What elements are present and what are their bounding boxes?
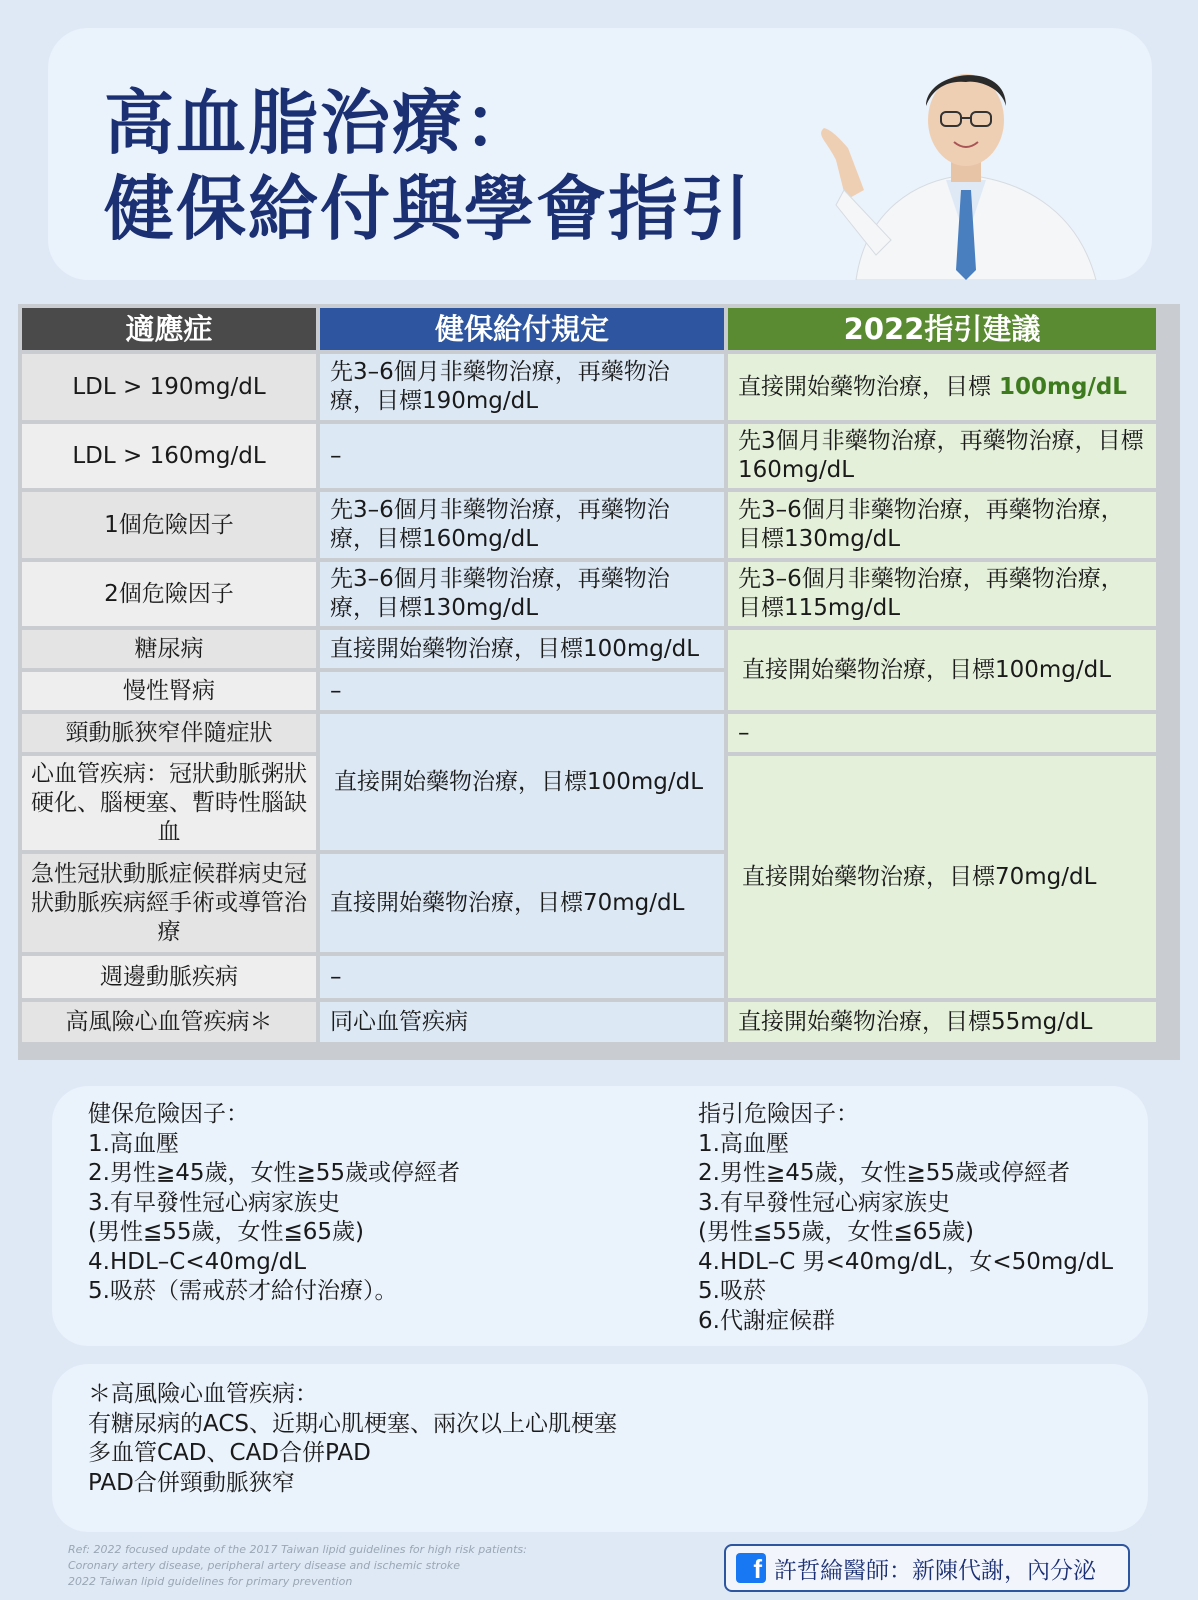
list-item: 多血管CAD、CAD合併PAD [88, 1440, 371, 1466]
title-line-2: 健保給付與學會指引 [104, 168, 752, 250]
row-indication: LDL > 190mg/dL [22, 354, 316, 420]
facebook-page-badge[interactable] [724, 1544, 1130, 1592]
row-nhi: 先3–6個月非藥物治療，再藥物治療，目標130mg/dL [320, 562, 724, 626]
list-item: 1.高血壓 [698, 1130, 789, 1157]
row-nhi: 先3–6個月非藥物治療，再藥物治療，目標190mg/dL [320, 354, 724, 420]
row-indication: 慢性腎病 [22, 672, 316, 710]
list-item: 6.代謝症候群 [698, 1307, 835, 1334]
nhi-risk-title: 健保危險因子： [88, 1101, 249, 1127]
row-indication: 高風險心血管疾病＊ [22, 1002, 316, 1042]
facebook-page-label: 許哲綸醫師：新陳代謝，內分泌 [774, 1557, 1096, 1584]
list-item: 4.HDL–C<40mg/dL [88, 1248, 307, 1275]
title-line-1: 高血脂治療： [104, 82, 536, 164]
risk-factor-notes [52, 1086, 1148, 1346]
merged-guideline-dm-ckd: 直接開始藥物治療，目標100mg/dL [728, 630, 1156, 710]
row-guideline: 先3–6個月非藥物治療，再藥物治療，目標130mg/dL [728, 492, 1156, 558]
high-risk-definition [52, 1364, 1148, 1532]
row-nhi: 直接開始藥物治療，目標70mg/dL [320, 854, 724, 952]
merged-nhi-carotid-cvd: 直接開始藥物治療，目標100mg/dL [320, 714, 724, 850]
reference-line: Ref: 2022 focused update of the 2017 Taiwan lipid guidelines for high risk patients: [68, 1543, 527, 1556]
row-indication: 急性冠狀動脈症候群病史冠狀動脈疾病經手術或導管治療 [22, 854, 316, 952]
row-nhi: 直接開始藥物治療，目標100mg/dL [320, 630, 724, 668]
row-guideline: 直接開始藥物治療，目標55mg/dL [728, 1002, 1156, 1042]
row-indication: 糖尿病 [22, 630, 316, 668]
list-item: 5.吸菸（需戒菸才給付治療）。 [88, 1278, 398, 1304]
list-item: (男性≦55歲，女性≦65歲) [88, 1219, 365, 1245]
header-nhi: 健保給付規定 [320, 308, 724, 350]
row-guideline: – [728, 714, 1156, 752]
reference-text [68, 1542, 527, 1590]
guideline-highlight: 100mg/dL [999, 373, 1127, 400]
row-nhi: – [320, 956, 724, 998]
row-indication: 2個危險因子 [22, 562, 316, 626]
list-item: 3.有早發性冠心病家族史 [698, 1189, 950, 1216]
list-item: 4.HDL–C 男<40mg/dL，女<50mg/dL [698, 1248, 1114, 1275]
row-nhi: – [320, 424, 724, 488]
row-indication: 頸動脈狹窄伴隨症狀 [22, 714, 316, 752]
reference-line: 2022 Taiwan lipid guidelines for primary prevention [68, 1575, 353, 1588]
list-item: 有糖尿病的ACS、近期心肌梗塞、兩次以上心肌梗塞 [88, 1410, 617, 1437]
list-item: 3.有早發性冠心病家族史 [88, 1189, 340, 1216]
row-indication: LDL > 160mg/dL [22, 424, 316, 488]
list-item: (男性≦55歲，女性≦65歲) [698, 1219, 975, 1245]
list-item: PAD合併頸動脈狹窄 [88, 1469, 295, 1496]
list-item: 2.男性≧45歲，女性≧55歲或停經者 [88, 1160, 461, 1186]
high-risk-title: ＊高風險心血管疾病： [88, 1381, 318, 1407]
list-item: 2.男性≧45歲，女性≧55歲或停經者 [698, 1160, 1071, 1186]
nhi-risk-factors [88, 1100, 460, 1307]
doctor-illustration [796, 40, 1136, 280]
reference-line: Coronary artery disease, peripheral artery disease and ischemic stroke [68, 1559, 461, 1572]
row-guideline: 先3–6個月非藥物治療，再藥物治療，目標115mg/dL [728, 562, 1156, 626]
page-title [104, 80, 752, 252]
header-indication: 適應症 [22, 308, 316, 350]
row-indication: 心血管疾病：冠狀動脈粥狀硬化、腦梗塞、暫時性腦缺血 [22, 756, 316, 850]
hero-banner [48, 28, 1152, 280]
row-indication: 1個危險因子 [22, 492, 316, 558]
row-nhi: 同心血管疾病 [320, 1002, 724, 1042]
list-item: 5.吸菸 [698, 1278, 766, 1304]
row-indication: 週邊動脈疾病 [22, 956, 316, 998]
row-guideline: 先3個月非藥物治療，再藥物治療，目標160mg/dL [728, 424, 1156, 488]
guideline-prefix: 直接開始藥物治療，目標 [738, 373, 991, 400]
list-item: 1.高血壓 [88, 1130, 179, 1157]
guide-risk-title: 指引危險因子： [698, 1101, 859, 1127]
facebook-icon: f [736, 1553, 766, 1583]
row-nhi: – [320, 672, 724, 710]
row-nhi: 先3–6個月非藥物治療，再藥物治療，目標160mg/dL [320, 492, 724, 558]
header-guideline: 2022指引建議 [728, 308, 1156, 350]
guideline-risk-factors [698, 1100, 1113, 1336]
row-guideline [728, 354, 1156, 420]
guideline-table [18, 304, 1180, 1060]
merged-guideline-cvd-acs-pad: 直接開始藥物治療，目標70mg/dL [728, 756, 1156, 998]
